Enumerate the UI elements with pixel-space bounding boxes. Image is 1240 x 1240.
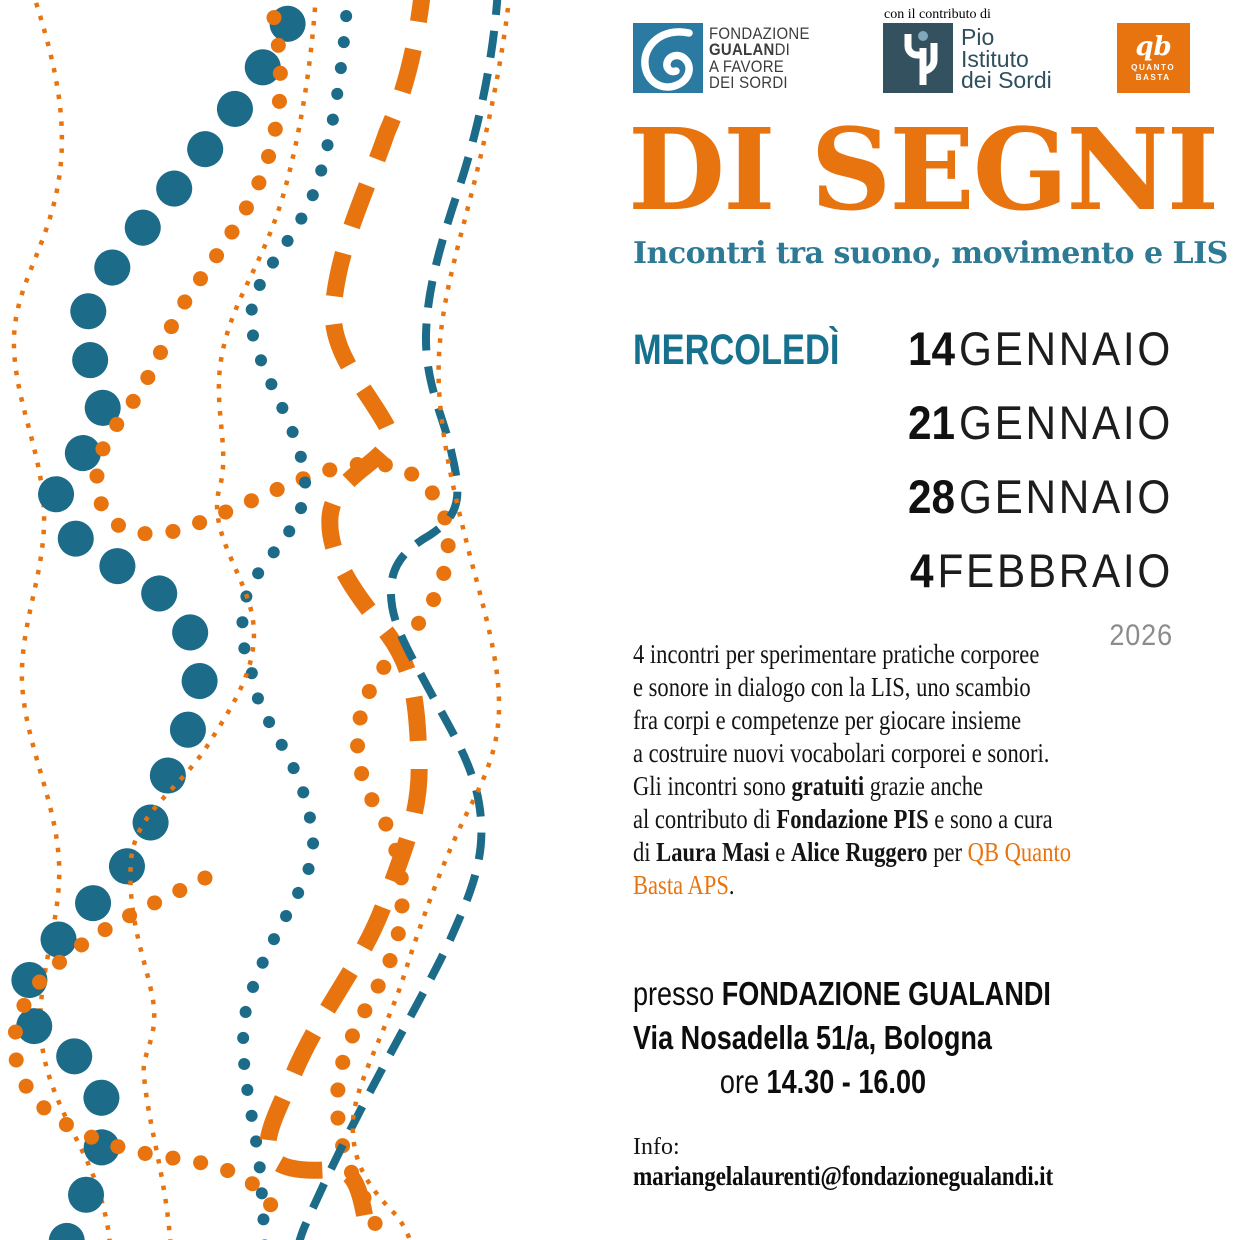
text-segment: a costruire nuovi vocabolari corporei e sonori. [633, 737, 1050, 768]
middle-orange-fine-dotted-wave [130, 0, 316, 1240]
poster-subtitle: Incontri tra suono, movimento e LIS [633, 236, 1228, 271]
text-segment: QB Quanto [967, 836, 1072, 867]
text-segment: 4 incontri per sperimentare pratiche corporee [633, 638, 1040, 669]
date-row [687, 318, 1173, 392]
description-line [633, 802, 1071, 835]
venue-address-line [633, 1016, 1051, 1060]
date-number: 14 [907, 322, 956, 375]
text-segment: e sonore in dialogo con la LIS, uno scambio [633, 671, 1031, 702]
date-row [687, 392, 1173, 466]
text-segment: Basta APS [633, 869, 729, 900]
text-segment: Fondazione PIS [776, 803, 929, 834]
text-segment: DEI SORDI [709, 73, 788, 93]
text-segment: e [769, 836, 791, 867]
venue-block [633, 972, 1051, 1104]
gualandi-logo-mark [633, 23, 703, 93]
text-segment: Istituto [961, 45, 1029, 72]
teal-medium-dots-wave [242, 0, 348, 1240]
text-segment: Laura Masi [656, 836, 770, 867]
description-paragraph [633, 637, 1071, 901]
orange-medium-dots-wave [97, 0, 448, 1240]
text-segment: gratuiti [791, 770, 865, 801]
description-line [633, 670, 1071, 703]
date-month: GENNAIO [959, 396, 1173, 449]
date-number: 4 [909, 544, 934, 597]
quanto-basta-logo-text [1132, 63, 1176, 82]
text-segment: FONDAZIONE GUALANDI [721, 975, 1051, 1012]
pio-istituto-logo-mark [883, 23, 953, 93]
venue-name-line [633, 972, 1051, 1016]
text-segment: di [633, 836, 657, 867]
weekday-label: MERCOLEDÌ [633, 326, 840, 374]
text-segment: . [728, 869, 735, 900]
pio-istituto-logo-text [961, 24, 1052, 93]
date-number: 28 [907, 470, 956, 523]
text-segment: ore [719, 1063, 767, 1100]
poster-title: DI SEGNI [628, 105, 1218, 236]
text-segment: A FAVORE [709, 56, 785, 76]
date-month: FEBBRAIO [937, 544, 1173, 597]
text-segment: DI [774, 40, 791, 60]
text-segment: presso [633, 975, 722, 1012]
pio-logo-line [961, 67, 1052, 93]
description-line [633, 835, 1071, 868]
contact-email: mariangelalaurenti@fondazionegualandi.it [633, 1161, 1054, 1191]
text-segment: BASTA [1136, 71, 1171, 82]
text-segment: QUANTO [1131, 62, 1176, 72]
teal-dashed-wave [297, 0, 498, 1240]
description-line [633, 736, 1071, 769]
spiral-icon [633, 23, 703, 93]
text-segment: Via Nosadella 51/a, Bologna [633, 1019, 992, 1056]
pio-figure-icon [883, 23, 953, 93]
dates-list [687, 318, 1173, 654]
text-segment: dei Sordi [961, 67, 1052, 93]
text-segment: fra corpi e competenze per giocare insieme [633, 704, 1022, 735]
text-segment: Pio [961, 24, 995, 50]
text-segment: per [927, 836, 968, 867]
orange-thick-dashed-wave [268, 0, 424, 1240]
date-row [687, 540, 1173, 614]
qb-logo-line [1132, 73, 1176, 83]
gualandi-logo-line [709, 75, 810, 91]
text-segment: FONDAZIONE [709, 24, 810, 43]
description-line [633, 868, 1071, 901]
text-segment: Gli incontri sono [633, 770, 792, 801]
info-label: Info: [633, 1134, 680, 1160]
text-segment: GUALAN [709, 40, 775, 60]
big-teal-dots-wave [24, 0, 308, 1240]
date-month: GENNAIO [959, 470, 1173, 523]
text-segment: Alice Ruggero [790, 836, 928, 867]
right-orange-fine-dotted-wave [353, 8, 508, 1240]
qb-script-glyph: qb [1135, 32, 1172, 62]
far-left-orange-fine-dotted-wave [14, 0, 110, 1240]
text-segment: e sono a cura [928, 803, 1053, 834]
date-row [687, 466, 1173, 540]
date-number: 21 [907, 396, 956, 449]
bottom-left-orange-medium-dots-curve [15, 878, 277, 1228]
date-month: GENNAIO [959, 322, 1173, 375]
contribution-label: con il contributo di [884, 7, 991, 22]
year-label: 2026 [1109, 619, 1173, 652]
gualandi-logo-text [709, 26, 810, 92]
quanto-basta-logo [1117, 23, 1190, 93]
text-segment: grazie anche [864, 770, 984, 801]
description-line [633, 637, 1071, 670]
text-segment: al contributo di [633, 803, 777, 834]
description-line [633, 769, 1071, 802]
description-line [633, 703, 1071, 736]
text-segment: 14.30 - 16.00 [766, 1063, 927, 1100]
venue-time-line [720, 1060, 1051, 1104]
